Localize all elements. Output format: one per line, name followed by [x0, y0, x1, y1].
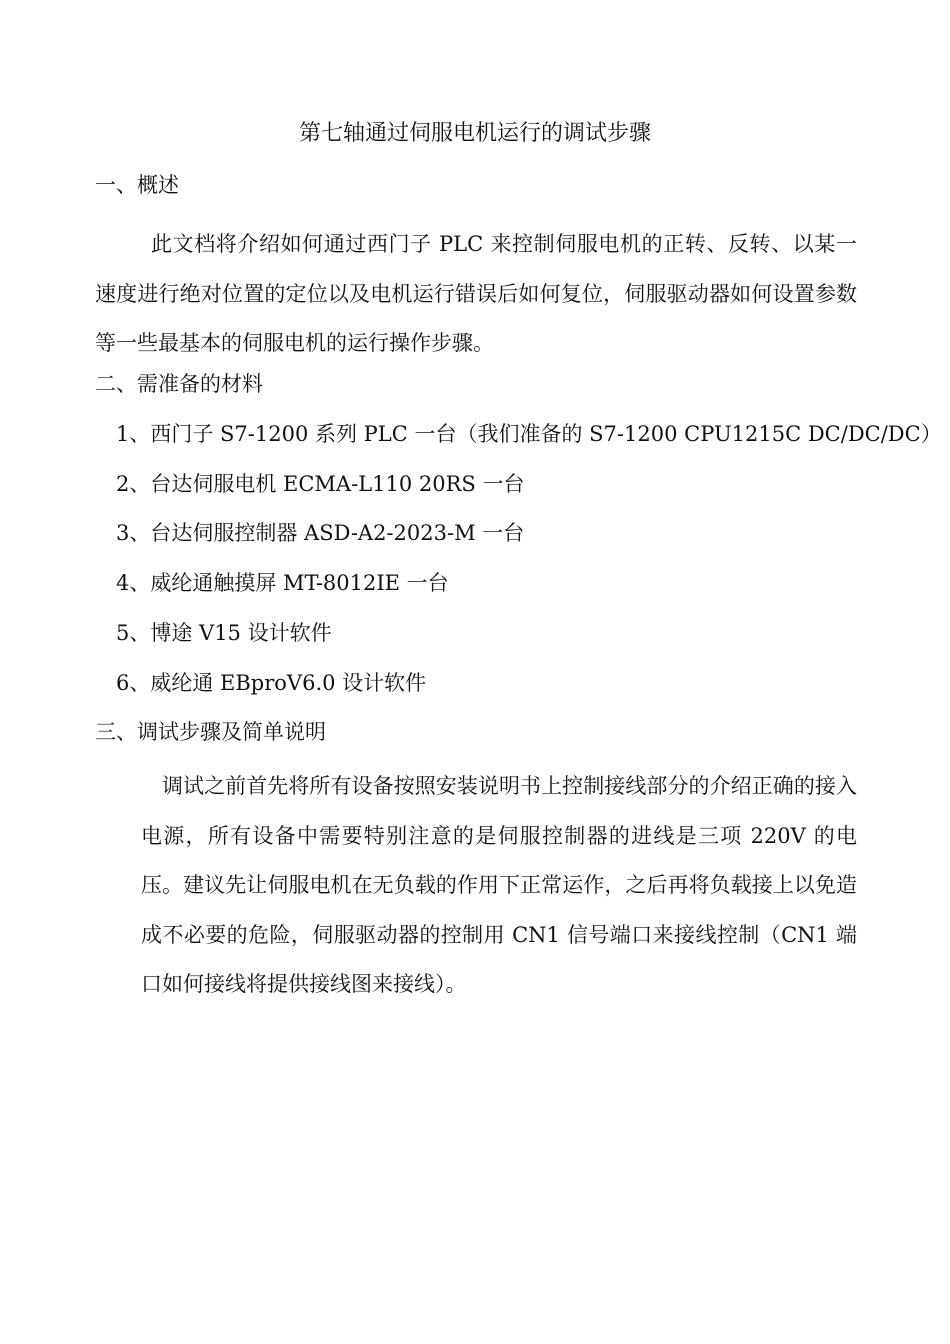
- materials-list-item: 4、威纶通触摸屏 MT-8012IE 一台: [116, 571, 449, 595]
- materials-list-item: 5、博途 V15 设计软件: [116, 621, 332, 645]
- overview-paragraph: 此文档将介绍如何通过西门子 PLC 来控制伺服电机的正转、反转、以某一速度进行绝对位置的定位以及电机运行错误后如何复位，伺服驱动器如何设置参数等一些最基本的伺服电机的运行操作步骤。: [95, 232, 857, 355]
- section-heading-overview: 一、概述: [95, 173, 179, 197]
- section-heading-debug-steps: 三、调试步骤及简单说明: [95, 720, 326, 744]
- document-title: 第七轴通过伺服电机运行的调试步骤: [298, 121, 651, 146]
- materials-list-item: 3、台达伺服控制器 ASD-A2-2023-M 一台: [116, 521, 525, 545]
- section-heading-materials: 二、需准备的材料: [95, 372, 263, 396]
- debug-steps-paragraph: 调试之前首先将所有设备按照安装说明书上控制接线部分的介绍正确的接入电源，所有设备中需要特别注意的是伺服控制器的进线是三项 220V 的电压。建议先让伺服电机在无负载的作用下正常运作，之后再将负载接上以免造成不必要的危险，伺服驱动器的控制用 CN1 信号端口来接线控制（CN1 端口如何接线将提供接线图来接线）。: [141, 774, 857, 996]
- materials-list-item: 2、台达伺服电机 ECMA-L110 20RS 一台: [116, 472, 525, 496]
- materials-list-item: 1、西门子 S7-1200 系列 PLC 一台（我们准备的 S7-1200 CPU1215C DC/DC/DC）: [116, 422, 942, 446]
- materials-list-item: 6、威纶通 EBproV6.0 设计软件: [116, 671, 427, 695]
